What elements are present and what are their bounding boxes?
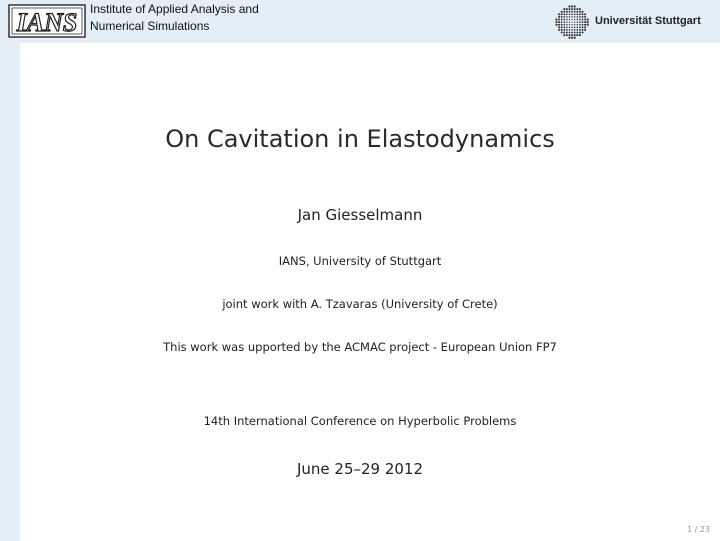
- page-number: 1 / 23: [686, 525, 710, 534]
- left-sidebar-strip: [0, 43, 20, 541]
- joint-work-note: joint work with A. Tzavaras (University of Crete): [222, 297, 498, 311]
- slide-title: On Cavitation in Elastodynamics: [165, 125, 555, 153]
- author-name: Jan Giesselmann: [297, 206, 423, 224]
- conference-name: 14th International Conference on Hyperbolic Problems: [203, 414, 517, 428]
- ians-logo: [8, 4, 86, 38]
- header-bar: [0, 0, 720, 43]
- funding-note: This work was upported by the ACMAC project - European Union FP7: [163, 340, 557, 354]
- university-name: Universität Stuttgart: [595, 15, 701, 27]
- university-logo-icon: [555, 5, 589, 39]
- author-affiliation: IANS, University of Stuttgart: [278, 254, 442, 268]
- institute-name-line1: Institute of Applied Analysis and: [90, 2, 259, 16]
- slide-content: [20, 43, 720, 541]
- svg-text:IANS: IANS: [16, 8, 78, 37]
- institute-name-line2: Numerical Simulations: [90, 19, 210, 33]
- conference-date: June 25–29 2012: [296, 460, 424, 478]
- institute-name: [90, 1, 259, 35]
